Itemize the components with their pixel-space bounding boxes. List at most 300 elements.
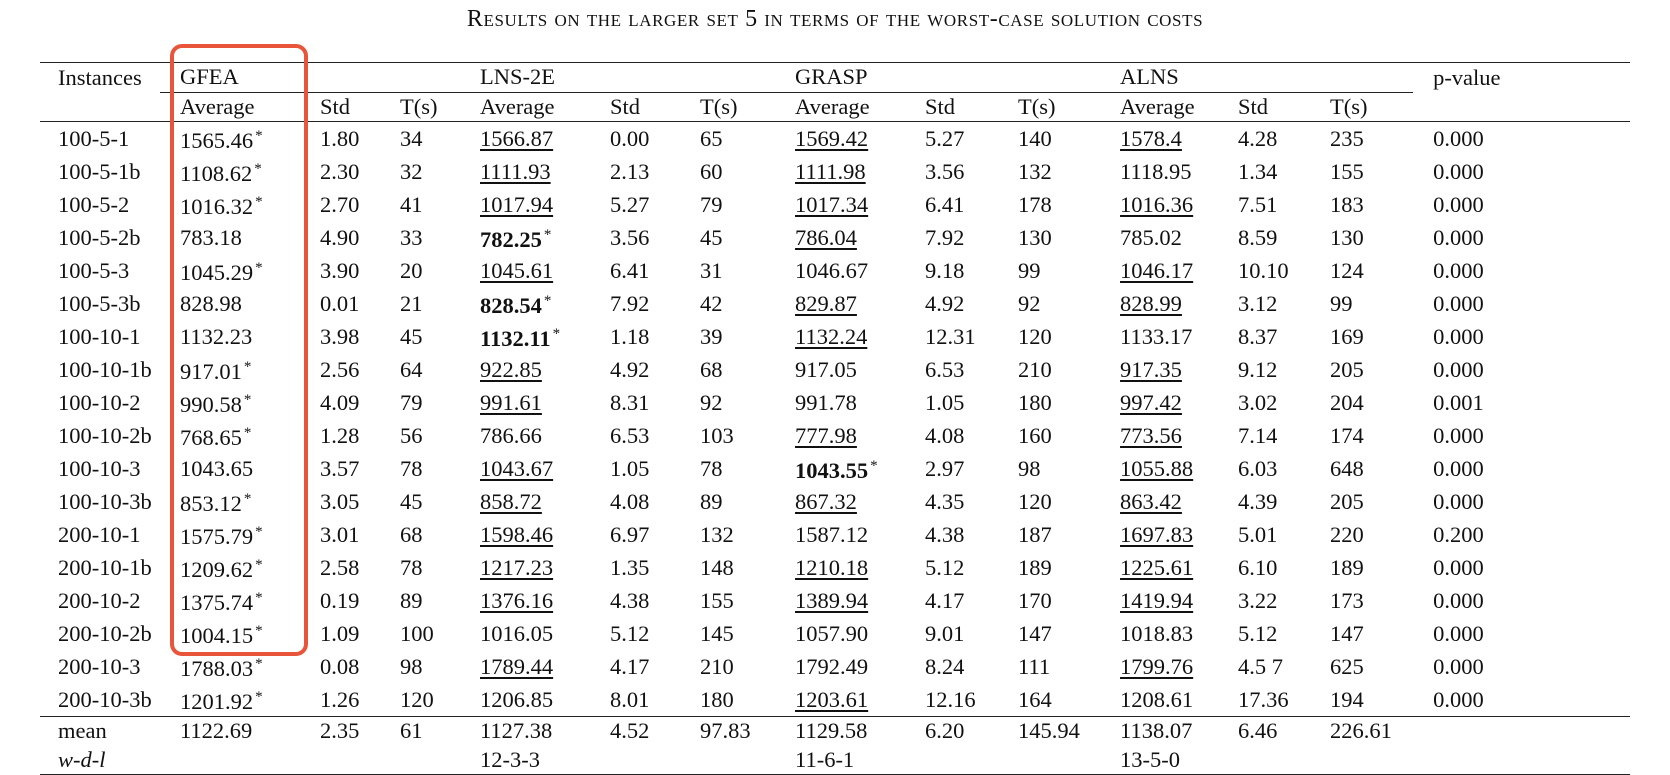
table-cell [590, 353, 680, 386]
table-cell [160, 485, 300, 518]
cell-value: 6.41 [610, 257, 650, 283]
cell-value: 6.53 [610, 422, 650, 448]
instance-name: 100-10-1b [58, 356, 152, 382]
table-cell [590, 122, 680, 156]
cell-value: 210 [1018, 356, 1052, 382]
cell-value: 997.42 [1120, 389, 1182, 415]
cell-value: 45 [400, 488, 423, 514]
table-cell [1218, 221, 1310, 254]
table-cell [905, 485, 998, 518]
table-cell [1310, 518, 1413, 551]
table-cell [998, 584, 1100, 617]
p-value: 0.000 [1433, 191, 1484, 217]
cell-value: 89 [400, 587, 423, 613]
table-cell [380, 122, 460, 156]
cell-value: 45 [700, 224, 723, 250]
subheader-11: T(s) [1330, 93, 1368, 119]
cell-value: 8.37 [1238, 323, 1278, 349]
cell-value: 785.02 [1120, 224, 1182, 250]
cell-value: 1132.11 [480, 326, 551, 351]
wdl-label: w-d-l [58, 746, 106, 772]
p-value: 0.000 [1433, 587, 1484, 613]
table-cell [460, 518, 590, 551]
cell-value: 10.10 [1238, 257, 1289, 283]
cell-value: 130 [1330, 224, 1364, 250]
cell-value: 34 [400, 125, 423, 151]
cell-value: 65 [700, 125, 723, 151]
table-cell [590, 485, 680, 518]
table-cell [1310, 584, 1413, 617]
cell-value: 4.08 [925, 422, 965, 448]
cell-value: 1118.95 [1120, 158, 1192, 184]
table-cell [380, 584, 460, 617]
instance-name: 100-10-3 [58, 455, 141, 481]
mean-row [40, 717, 1630, 746]
wdl-alns: 13-5-0 [1120, 746, 1181, 772]
mean-pvalue-empty [1413, 717, 1630, 746]
cell-value: 1217.23 [480, 554, 554, 580]
table-cell [1310, 122, 1413, 156]
cell-value: 120 [1018, 323, 1052, 349]
table-cell [998, 485, 1100, 518]
cell-value: 205 [1330, 356, 1364, 382]
cell-value: 147 [1330, 620, 1364, 646]
cell-value: 92 [1018, 290, 1041, 316]
cell-value: 0.19 [320, 587, 360, 613]
best-marker: * [255, 128, 263, 144]
subheader-9: Average [1120, 93, 1195, 119]
table-cell [460, 650, 590, 683]
table-cell [160, 320, 300, 353]
cell-value: 4.92 [925, 290, 965, 316]
table-cell [300, 122, 380, 156]
table-cell [300, 485, 380, 518]
best-marker: * [243, 491, 252, 507]
table-cell [1100, 320, 1218, 353]
cell-value: 132 [1018, 158, 1052, 184]
cell-value: 648 [1330, 455, 1364, 481]
table-cell [160, 584, 300, 617]
cell-value: 2.56 [320, 356, 360, 382]
cell-value: 89 [700, 488, 723, 514]
table-cell [775, 551, 905, 584]
cell-value: 773.56 [1120, 422, 1182, 448]
table-cell [905, 386, 998, 419]
mean-value: 6.46 [1238, 718, 1278, 744]
mean-value: 1138.07 [1120, 718, 1193, 744]
table-cell [1100, 650, 1218, 683]
table-cell [590, 683, 680, 717]
cell-value: 786.66 [480, 422, 542, 448]
cell-value: 1016.05 [480, 620, 554, 646]
table-cell [590, 254, 680, 287]
table-cell [160, 155, 300, 188]
cell-value: 4.90 [320, 224, 360, 250]
p-value: 0.000 [1433, 158, 1484, 184]
cell-value: 1016.32 [180, 194, 254, 219]
cell-value: 6.41 [925, 191, 965, 217]
table-cell [380, 650, 460, 683]
table-cell [905, 419, 998, 452]
cell-value: 169 [1330, 323, 1364, 349]
cell-value: 1108.62 [180, 161, 253, 186]
mean-value: 97.83 [700, 718, 751, 744]
table-row [40, 518, 1630, 551]
table-cell [590, 221, 680, 254]
cell-value: 1043.67 [480, 455, 554, 481]
table-cell [380, 386, 460, 419]
table-cell [775, 419, 905, 452]
table-cell [680, 452, 775, 485]
subheader-10: Std [1238, 93, 1269, 119]
table-row [40, 551, 1630, 584]
table-cell [380, 683, 460, 717]
table-cell [998, 155, 1100, 188]
table-cell [460, 617, 590, 650]
table-row [40, 683, 1630, 717]
cell-value: 98 [1018, 455, 1041, 481]
table-cell [998, 254, 1100, 287]
best-marker: * [243, 359, 252, 375]
table-cell [160, 287, 300, 320]
table-cell [1310, 221, 1413, 254]
table-cell [300, 221, 380, 254]
cell-value: 17.36 [1238, 686, 1289, 712]
instance-name: 100-10-1 [58, 323, 141, 349]
table-row [40, 584, 1630, 617]
table-row [40, 287, 1630, 320]
table-cell [160, 419, 300, 452]
table-cell [905, 452, 998, 485]
cell-value: 1004.15 [180, 623, 254, 648]
table-cell [160, 650, 300, 683]
table-cell [1218, 155, 1310, 188]
best-marker: * [255, 557, 263, 573]
p-value: 0.000 [1433, 554, 1484, 580]
table-cell [905, 122, 998, 156]
sub-header-row [40, 92, 1630, 122]
table-cell [590, 617, 680, 650]
table-cell [680, 254, 775, 287]
wdl-grasp: 11-6-1 [795, 746, 855, 772]
cell-value: 5.12 [1238, 620, 1278, 646]
table-cell [1218, 386, 1310, 419]
cell-value: 1045.61 [480, 257, 554, 283]
table-cell [160, 122, 300, 156]
table-cell [1100, 551, 1218, 584]
table-cell [460, 452, 590, 485]
table-cell [1218, 518, 1310, 551]
cell-value: 1208.61 [1120, 686, 1194, 712]
cell-value: 0.01 [320, 290, 360, 316]
p-value: 0.200 [1433, 521, 1484, 547]
table-cell [300, 617, 380, 650]
cell-value: 170 [1018, 587, 1052, 613]
table-row [40, 386, 1630, 419]
instance-name: 200-10-3b [58, 686, 152, 712]
cell-value: 210 [700, 653, 734, 679]
table-cell [1100, 617, 1218, 650]
cell-value: 32 [400, 158, 423, 184]
table-cell [300, 188, 380, 221]
table-cell [775, 518, 905, 551]
cell-value: 99 [1018, 257, 1041, 283]
table-caption: Results on the larger set 5 in terms of the worst-case solution costs [466, 6, 1204, 32]
table-cell [1218, 683, 1310, 717]
cell-value: 147 [1018, 620, 1052, 646]
table-cell [380, 518, 460, 551]
best-marker: * [243, 425, 252, 441]
table-cell [1218, 353, 1310, 386]
cell-value: 991.61 [480, 389, 542, 415]
table-cell [380, 551, 460, 584]
mean-value: 61 [400, 718, 423, 744]
wdl-gfea-empty [160, 746, 460, 775]
table-cell [460, 122, 590, 156]
cell-value: 9.12 [1238, 356, 1278, 382]
table-cell [775, 650, 905, 683]
table-cell [160, 221, 300, 254]
table-cell [775, 122, 905, 156]
results-body [40, 122, 1630, 717]
cell-value: 1789.44 [480, 653, 554, 679]
cell-value: 6.10 [1238, 554, 1278, 580]
cell-value: 4.35 [925, 488, 965, 514]
cell-value: 189 [1018, 554, 1052, 580]
cell-value: 174 [1330, 422, 1364, 448]
table-cell [1310, 452, 1413, 485]
table-cell [1100, 584, 1218, 617]
cell-value: 858.72 [480, 488, 542, 514]
table-row [40, 254, 1630, 287]
cell-value: 99 [1330, 290, 1353, 316]
p-value: 0.000 [1433, 224, 1484, 250]
cell-value: 6.97 [610, 521, 650, 547]
p-value: 0.000 [1433, 620, 1484, 646]
table-cell [460, 353, 590, 386]
cell-value: 1389.94 [795, 587, 869, 613]
best-marker: * [552, 326, 561, 342]
table-cell [775, 485, 905, 518]
cell-value: 140 [1018, 125, 1052, 151]
cell-value: 4.5 7 [1238, 653, 1284, 679]
cell-value: 863.42 [1120, 488, 1182, 514]
lns2e-header: LNS-2E [460, 63, 775, 93]
grasp-header: GRASP [775, 63, 1100, 93]
cell-value: 3.12 [1238, 290, 1278, 316]
cell-value: 9.01 [925, 620, 965, 646]
cell-value: 990.58 [180, 392, 242, 417]
table-cell [160, 254, 300, 287]
table-cell [1100, 386, 1218, 419]
table-cell [590, 188, 680, 221]
cell-value: 7.92 [610, 290, 650, 316]
table-cell [1218, 419, 1310, 452]
cell-value: 235 [1330, 125, 1364, 151]
table-cell [775, 221, 905, 254]
cell-value: 31 [700, 257, 723, 283]
cell-value: 130 [1018, 224, 1052, 250]
cell-value: 155 [1330, 158, 1364, 184]
mean-value: 1129.58 [795, 718, 868, 744]
best-marker: * [255, 623, 263, 639]
table-cell [460, 320, 590, 353]
cell-value: 1018.83 [1120, 620, 1194, 646]
table-cell [1310, 551, 1413, 584]
cell-value: 1569.42 [795, 125, 869, 151]
p-value: 0.000 [1433, 356, 1484, 382]
table-cell [775, 617, 905, 650]
cell-value: 6.53 [925, 356, 965, 382]
table-cell [998, 452, 1100, 485]
best-marker: * [255, 590, 263, 606]
table-row [40, 650, 1630, 683]
table-row [40, 221, 1630, 254]
table-cell [1218, 254, 1310, 287]
cell-value: 187 [1018, 521, 1052, 547]
table-cell [998, 320, 1100, 353]
cell-value: 2.58 [320, 554, 360, 580]
cell-value: 828.54 [480, 293, 542, 318]
table-cell [1310, 683, 1413, 717]
instances-header: Instances [40, 63, 160, 93]
cell-value: 853.12 [180, 491, 242, 516]
table-cell [160, 518, 300, 551]
table-cell [1310, 353, 1413, 386]
table-cell [300, 254, 380, 287]
cell-value: 178 [1018, 191, 1052, 217]
table-cell [998, 419, 1100, 452]
table-cell [905, 584, 998, 617]
cell-value: 6.03 [1238, 455, 1278, 481]
table-cell [998, 617, 1100, 650]
cell-value: 3.56 [925, 158, 965, 184]
table-cell [1310, 287, 1413, 320]
table-cell [680, 650, 775, 683]
cell-value: 783.18 [180, 224, 242, 250]
table-cell [160, 683, 300, 717]
cell-value: 7.51 [1238, 191, 1278, 217]
wdl-lns2e: 12-3-3 [480, 746, 540, 772]
cell-value: 5.12 [610, 620, 650, 646]
cell-value: 100 [400, 620, 434, 646]
subheader-6: Average [795, 93, 870, 119]
table-cell [998, 386, 1100, 419]
cell-value: 120 [1018, 488, 1052, 514]
table-cell [998, 188, 1100, 221]
table-cell [300, 452, 380, 485]
table-cell [1310, 650, 1413, 683]
cell-value: 79 [700, 191, 723, 217]
cell-value: 103 [700, 422, 734, 448]
instance-name: 100-10-3b [58, 488, 152, 514]
table-cell [775, 287, 905, 320]
subheader-2: T(s) [400, 93, 438, 119]
cell-value: 56 [400, 422, 423, 448]
wdl-row [40, 746, 1630, 775]
table-cell [1100, 683, 1218, 717]
best-marker: * [255, 689, 263, 705]
cell-value: 205 [1330, 488, 1364, 514]
table-cell [300, 386, 380, 419]
cell-value: 782.25 [480, 227, 542, 252]
instance-name: 100-10-2b [58, 422, 152, 448]
table-cell [460, 419, 590, 452]
cell-value: 180 [1018, 389, 1052, 415]
table-cell [1100, 254, 1218, 287]
cell-value: 1045.29 [180, 260, 254, 285]
table-cell [905, 155, 998, 188]
cell-value: 0.00 [610, 125, 650, 151]
table-cell [380, 485, 460, 518]
table-cell [380, 221, 460, 254]
cell-value: 867.32 [795, 488, 857, 514]
cell-value: 1.80 [320, 125, 360, 151]
cell-value: 1.28 [320, 422, 360, 448]
cell-value: 1.09 [320, 620, 360, 646]
instance-name: 100-5-3 [58, 257, 130, 283]
cell-value: 829.87 [795, 290, 857, 316]
table-cell [300, 353, 380, 386]
cell-value: 828.99 [1120, 290, 1182, 316]
table-cell [300, 419, 380, 452]
cell-value: 8.01 [610, 686, 650, 712]
table-cell [380, 188, 460, 221]
mean-value: 145.94 [1018, 718, 1080, 744]
p-value: 0.000 [1433, 323, 1484, 349]
table-cell [905, 683, 998, 717]
cell-value: 1575.79 [180, 524, 254, 549]
cell-value: 917.05 [795, 356, 857, 382]
cell-value: 3.98 [320, 323, 360, 349]
p-value: 0.000 [1433, 488, 1484, 514]
cell-value: 20 [400, 257, 423, 283]
table-cell [300, 584, 380, 617]
cell-value: 1111.93 [480, 158, 551, 184]
cell-value: 1017.94 [480, 191, 554, 217]
wdl-pvalue-empty [1413, 746, 1630, 775]
cell-value: 1043.55 [795, 458, 869, 483]
cell-value: 173 [1330, 587, 1364, 613]
table-cell [300, 683, 380, 717]
cell-value: 120 [400, 686, 434, 712]
table-cell [590, 287, 680, 320]
cell-value: 3.57 [320, 455, 360, 481]
results-table [40, 62, 1630, 775]
mean-label: mean [58, 718, 107, 744]
cell-value: 1203.61 [795, 686, 869, 712]
table-cell [380, 254, 460, 287]
instance-name: 100-5-2b [58, 224, 141, 250]
cell-value: 33 [400, 224, 423, 250]
cell-value: 1210.18 [795, 554, 869, 580]
table-cell [1310, 155, 1413, 188]
group-header-row [40, 63, 1630, 93]
table-cell [680, 617, 775, 650]
subheader-3: Average [480, 93, 555, 119]
cell-value: 1788.03 [180, 656, 254, 681]
table-cell [590, 518, 680, 551]
table-cell [905, 650, 998, 683]
table-cell [1218, 485, 1310, 518]
cell-value: 60 [700, 158, 723, 184]
best-marker: * [255, 524, 263, 540]
table-row [40, 320, 1630, 353]
table-cell [590, 386, 680, 419]
table-cell [998, 683, 1100, 717]
cell-value: 3.02 [1238, 389, 1278, 415]
table-row [40, 485, 1630, 518]
